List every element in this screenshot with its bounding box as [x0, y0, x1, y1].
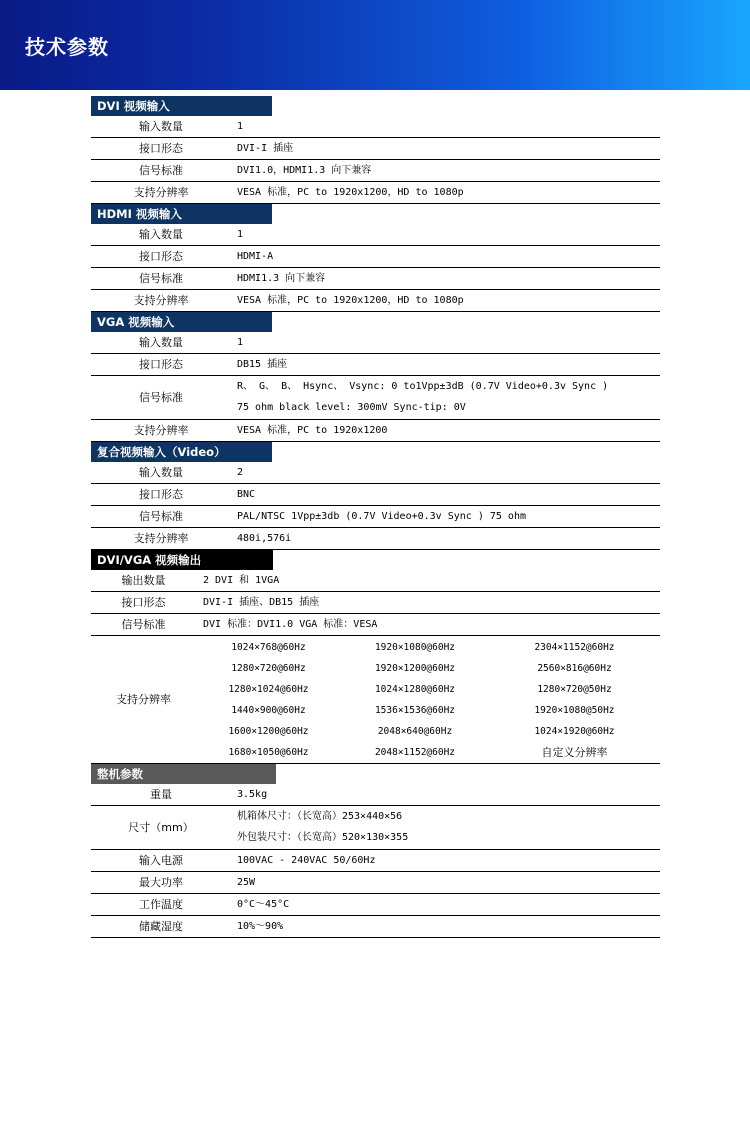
spec-row — [91, 850, 660, 872]
resolution-item: 1024×768@60Hz — [231, 642, 306, 653]
spec-row — [91, 484, 660, 506]
spec-label: 输出数量 — [121, 574, 166, 587]
spec-label: 接口形态 — [139, 488, 183, 501]
spec-row — [91, 462, 660, 484]
spec-row — [91, 268, 660, 290]
resolution-item: 1280×720@60Hz — [231, 663, 306, 674]
resolution-block — [91, 636, 660, 764]
spec-row — [91, 894, 660, 916]
spec-label: 支持分辨率 — [133, 424, 189, 437]
page-title: 技术参数 — [25, 35, 109, 59]
resolution-grid — [196, 636, 660, 763]
spec-value: DVI-I 插座 — [237, 143, 294, 154]
spec-value — [231, 376, 608, 419]
spec-value: PAL/NTSC 1Vpp±3db (0.7V Video+0.3v Sync ) 75 ohm — [237, 511, 526, 522]
spec-value: DB15 插座 — [237, 359, 288, 370]
resolution-item: 1024×1280@60Hz — [374, 684, 456, 695]
spec-label: 储藏湿度 — [139, 920, 183, 933]
spec-value: VESA 标准，PC to 1920x1200，HD to 1080p — [237, 295, 464, 306]
spec-label: 尺寸（mm） — [128, 821, 194, 834]
spec-label: 输入数量 — [139, 228, 183, 241]
spec-value: 480i,576i — [237, 533, 292, 544]
spec-value: VESA 标准，PC to 1920x1200，HD to 1080p — [237, 187, 464, 198]
spec-row — [91, 420, 660, 442]
resolution-item: 1280×720@50Hz — [537, 684, 612, 695]
section-title-dvi-input: DVI 视频输入 — [91, 96, 272, 116]
spec-value: 3.5kg — [237, 789, 268, 800]
spec-row — [91, 160, 660, 182]
resolution-item: 1440×900@60Hz — [231, 705, 306, 716]
spec-label: 信号标准 — [121, 618, 166, 631]
spec-value-line: R、 G、 B、 Hsync、 Vsync: 0 to1Vpp±3dB (0.7V Video+0.3v Sync ) — [237, 381, 609, 392]
section-title-vga-input: VGA 视频输入 — [91, 312, 272, 332]
spec-label: 接口形态 — [139, 250, 183, 263]
resolution-item: 1920×1080@60Hz — [374, 642, 456, 653]
spec-value: 1 — [237, 337, 244, 348]
spec-row — [91, 376, 660, 420]
spec-value: 100VAC - 240VAC 50/60Hz — [237, 855, 376, 866]
spec-value: BNC — [237, 489, 256, 500]
spec-label: 接口形态 — [121, 596, 166, 609]
spec-row — [91, 916, 660, 938]
spec-row — [91, 138, 660, 160]
resolution-item: 自定义分辨率 — [541, 746, 608, 759]
resolution-item: 2048×640@60Hz — [377, 726, 453, 737]
spec-label: 输入电源 — [139, 854, 183, 867]
spec-value: DVI-I 插座、DB15 插座 — [203, 597, 320, 608]
spec-row — [91, 806, 660, 850]
spec-row — [91, 784, 660, 806]
spec-row — [91, 224, 660, 246]
resolution-item: 2560×816@60Hz — [537, 663, 612, 674]
spec-value-line: 机箱体尺寸：（长宽高）253×440×56 — [237, 811, 403, 822]
spec-value: VESA 标准，PC to 1920x1200 — [237, 425, 388, 436]
spec-label: 支持分辨率 — [133, 532, 189, 545]
spec-label: 输入数量 — [139, 336, 183, 349]
spec-label: 信号标准 — [139, 164, 183, 177]
spec-row — [91, 182, 660, 204]
spec-row — [91, 246, 660, 268]
spec-label: 接口形态 — [139, 142, 183, 155]
spec-value-line: 75 ohm black level: 300mV Sync-tip: 0V — [237, 402, 466, 413]
spec-value: 1 — [237, 121, 244, 132]
resolution-item: 1536×1536@60Hz — [374, 705, 456, 716]
spec-label: 接口形态 — [139, 358, 183, 371]
spec-row — [91, 354, 660, 376]
resolution-item: 2304×1152@60Hz — [534, 642, 615, 653]
spec-row — [91, 290, 660, 312]
spec-label: 输入数量 — [139, 120, 183, 133]
spec-row — [91, 116, 660, 138]
spec-value: 10%～90% — [237, 921, 284, 932]
section-title-hdmi-input: HDMI 视频输入 — [91, 204, 272, 224]
spec-value: HDMI-A — [237, 251, 274, 262]
resolution-item: 2048×1152@60Hz — [374, 747, 456, 758]
resolution-item: 1024×1920@60Hz — [534, 726, 615, 737]
spec-label: 输入数量 — [139, 466, 183, 479]
section-title-composite-input: 复合视频输入（Video） — [91, 442, 272, 462]
section-title-dvi-vga-output: DVI/VGA 视频输出 — [91, 550, 273, 570]
spec-value: 1 — [237, 229, 244, 240]
spec-label: 信号标准 — [139, 391, 183, 404]
resolution-item: 1680×1050@60Hz — [228, 747, 309, 758]
section-title-machine: 整机参数 — [91, 764, 276, 784]
spec-row — [91, 506, 660, 528]
resolution-item: 1600×1200@60Hz — [228, 726, 309, 737]
spec-row — [91, 528, 660, 550]
spec-value: HDMI1.3 向下兼容 — [237, 273, 326, 284]
spec-row — [91, 592, 660, 614]
spec-value: 2 DVI 和 1VGA — [203, 575, 280, 586]
spec-value: DVI 标准：DVI1.0 VGA 标准：VESA — [203, 619, 378, 630]
spec-label: 信号标准 — [139, 510, 183, 523]
spec-value-line: 外包装尺寸：（长宽高）520×130×355 — [237, 832, 409, 843]
resolution-item: 1280×1024@60Hz — [228, 684, 309, 695]
spec-row — [91, 570, 660, 592]
spec-row — [91, 872, 660, 894]
resolution-item: 1920×1080@50Hz — [534, 705, 615, 716]
spec-row — [91, 332, 660, 354]
spec-label: 支持分辨率 — [133, 186, 189, 199]
spec-table — [91, 96, 660, 938]
spec-label: 重量 — [150, 788, 172, 801]
spec-value: 0°C～45°C — [237, 899, 290, 910]
spec-label: 支持分辨率 — [116, 693, 171, 706]
spec-value — [231, 806, 408, 849]
resolution-item: 1920×1200@60Hz — [374, 663, 456, 674]
spec-label: 工作温度 — [139, 898, 183, 911]
header-banner — [0, 0, 750, 90]
spec-row — [91, 614, 660, 636]
spec-value: 2 — [237, 467, 244, 478]
spec-value: 25W — [237, 877, 256, 888]
spec-label: 最大功率 — [139, 876, 183, 889]
spec-label: 信号标准 — [139, 272, 183, 285]
spec-label: 支持分辨率 — [133, 294, 189, 307]
spec-value: DVI1.0，HDMI1.3 向下兼容 — [237, 165, 372, 176]
